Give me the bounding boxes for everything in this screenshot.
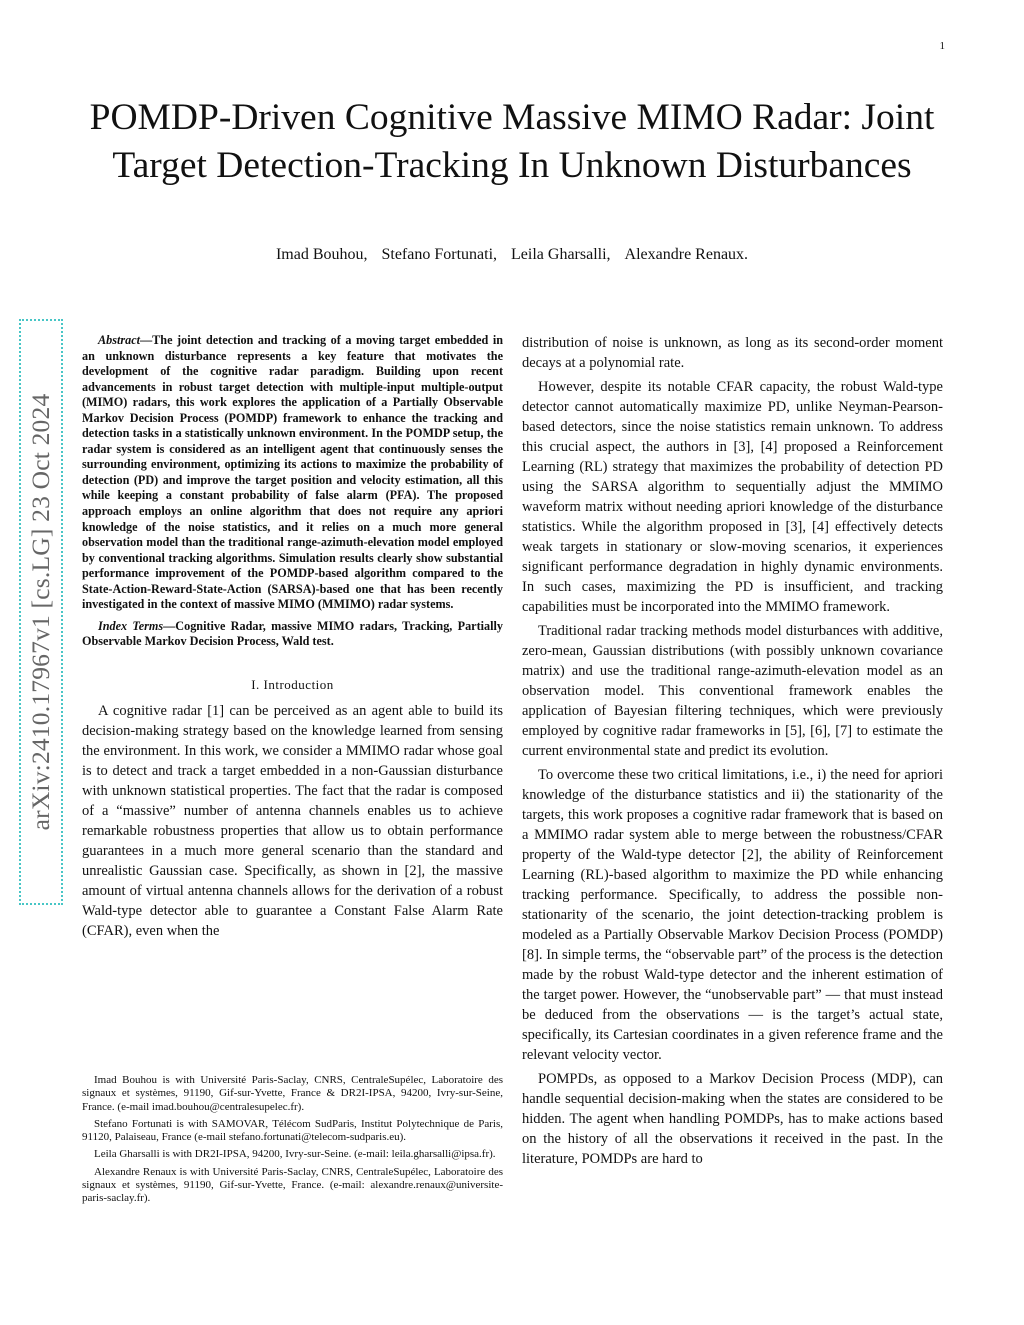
author-name: Stefano Fortunati, bbox=[381, 246, 498, 263]
body-paragraph: Traditional radar tracking methods model disturbances with additive, zero-mean, Gaussian distributions (with possibly unknown covariance matrix) and use the traditional range-azimuth-elevation model as an observation model. This conventional framework enables the application of Bayesian filtering techniques, which were previously employed by cognitive radar frameworks in [5], [6], [7] to estimate the current environmental state and predict its evolution. bbox=[522, 623, 943, 759]
paper-title: POMDP-Driven Cognitive Massive MIMO Radar: Joint Target Detection-Tracking In Unknown Disturbances bbox=[89, 97, 935, 186]
index-terms-label: Index Terms bbox=[98, 618, 164, 633]
author-footnotes bbox=[82, 1074, 503, 1210]
body-paragraph: To overcome these two critical limitations, i.e., i) the need for apriori knowledge of the disturbance statistics and ii) the stationarity of the targets, this work proposes a cognitive radar framework that is based on a MMIMO radar system able to merge between the robustness/CFAR property of the Wald-type detector [2], the ability of Reinforcement Learning (RL)-based algorithm to maximize the PD while enhancing tracking performance. Specifically, to address the possible non-stationarity of the scenario, the joint detection-tracking problem is modeled as a Partially Observable Markov Decision Process (POMDP) [8]. In simple terms, the “observable part” of the process is the detection made by the robust Wald-type detector and the inherent estimation of the target power. However, the “unobservable part” — that must instead be deduced from the observations — is the target’s actual state, specifically, its Cartesian coordinates in a given reference frame and the relevant velocity vector. bbox=[522, 767, 943, 1063]
author-list bbox=[60, 246, 964, 264]
section-heading: I. Introduction bbox=[251, 676, 334, 692]
index-terms-text: —Cognitive Radar, massive MIMO radars, Tracking, Partially Observable Markov Decision Process, Wald test. bbox=[82, 618, 503, 649]
body-paragraph: A cognitive radar [1] can be perceived as an agent able to build its decision-making strategy based on the knowledge learned from sensing the environment. In this work, we consider a MMIMO radar whose goal is to detect and track a target embedded in a non-Gaussian disturbance with unknown statistical properties. The fact that the radar is composed of a “massive” number of antenna channels enables us to achieve remarkable robustness properties that allow us to obtain performance guarantees in a much more general scenario than the standard and unrealistic Gaussian case. Specifically, as shown in [2], the massive amount of virtual antenna channels allows for the derivation of a robust Wald-type detector able to guarantee a Constant False Alarm Rate (CFAR), even when the bbox=[82, 702, 503, 939]
abstract-text: —The joint detection and tracking of a moving target embedded in an unknown disturbance represents a key feature that motivates the development of the cognitive radar paradigm. Building upon recent advancements in robust target detection with multiple-input multiple-output (MIMO) radars, this work explores the application of a Partially Observable Markov Decision Process (POMDP) framework to enhance the tracking and detection tasks in a statistically unknown environment. In the POMDP setup, the radar system is considered as an intelligent agent that continuously senses the surrounding environment, optimizing its actions to maximize the probability of detection (PD) and improve the target position and velocity estimation, all this while keeping a constant probability of false alarm (PFA). The proposed approach employs an online algorithm that does not require any apriori knowledge of the noise statistics, and it relies on a much more general observation model than the traditional range-azimuth-elevation model employed by conventional tracking algorithms. Simulation results clearly show substantial performance improvement of the POMDP-based algorithm compared to the State-Action-Reward-State-Action (SARSA)-based one that has been recently investigated in the context of massive MIMO (MMIMO) radar systems. bbox=[82, 333, 503, 612]
page-number: 1 bbox=[939, 40, 945, 52]
body-paragraph: POMPDs, as opposed to a Markov Decision Process (MDP), can handle sequential decision-making when the states are considered to be hidden. The agent when handling POMDPs, has to make actions based on the history of all the observations it received in the past. In the literature, POMDPs are hard to bbox=[522, 1071, 943, 1167]
author-name: Alexandre Renaux. bbox=[624, 246, 749, 263]
footnote: Alexandre Renaux is with Université Paris-Saclay, CNRS, CentraleSupélec, Laboratoire des signaux et systèmes, 91190, Gif-sur-Yvette, France. (e-mail: alexandre.renaux@universite-paris-saclay.fr). bbox=[82, 1165, 503, 1205]
arxiv-identifier: arXiv:2410.17967v1 [cs.LG] 23 Oct 2024 bbox=[26, 393, 55, 831]
body-paragraph: However, despite its notable CFAR capacity, the robust Wald-type detector cannot automatically maximize PD, unlike Neyman-Pearson-based detectors, since the noise statistics remain unknown. To address this crucial aspect, the authors in [3], [4] proposed a Reinforcement Learning (RL) strategy that maximizes the probability of detection PD using the SARSA algorithm to sequentially adjust the MMIMO waveform matrix without needing apriori knowledge of the disturbance statistics. While the algorithm proposed in [3], [4] effectively detects weak targets in stationary or slow-moving scenarios, it experiences significant performance degradation in highly dynamic environments. In such cases, maximizing the PD is insufficient, and tracking capabilities must be incorporated into the MMIMO framework. bbox=[522, 379, 943, 615]
right-column bbox=[522, 333, 943, 1173]
body-paragraph: distribution of noise is unknown, as long as its second-order moment decays at a polynomial rate. bbox=[522, 335, 943, 371]
footnote: Leila Gharsalli is with DR2I-IPSA, 94200, Ivry-sur-Seine. (e-mail: leila.gharsalli@ipsa.fr). bbox=[94, 1148, 496, 1161]
author-name: Imad Bouhou, bbox=[275, 246, 368, 263]
abstract bbox=[82, 333, 503, 613]
arxiv-stamp bbox=[19, 319, 63, 905]
author-name: Leila Gharsalli, bbox=[511, 246, 611, 263]
index-terms bbox=[82, 619, 503, 650]
footnote: Imad Bouhou is with Université Paris-Saclay, CNRS, CentraleSupélec, Laboratoire des signaux et systèmes, 91190, Gif-sur-Yvette, France & DR2I-IPSA, 94200, Ivry-sur-Seine, France. (e-mail imad.bouhou@centralesupelec.fr). bbox=[82, 1074, 503, 1113]
footnote: Stefano Fortunati is with SAMOVAR, Télécom SudParis, Institut Polytechnique de Paris, 91120, Palaiseau, France (e-mail stefano.fortunati@telecom-sudparis.eu). bbox=[82, 1117, 503, 1144]
left-column bbox=[82, 333, 503, 945]
abstract-label: Abstract bbox=[98, 333, 140, 347]
